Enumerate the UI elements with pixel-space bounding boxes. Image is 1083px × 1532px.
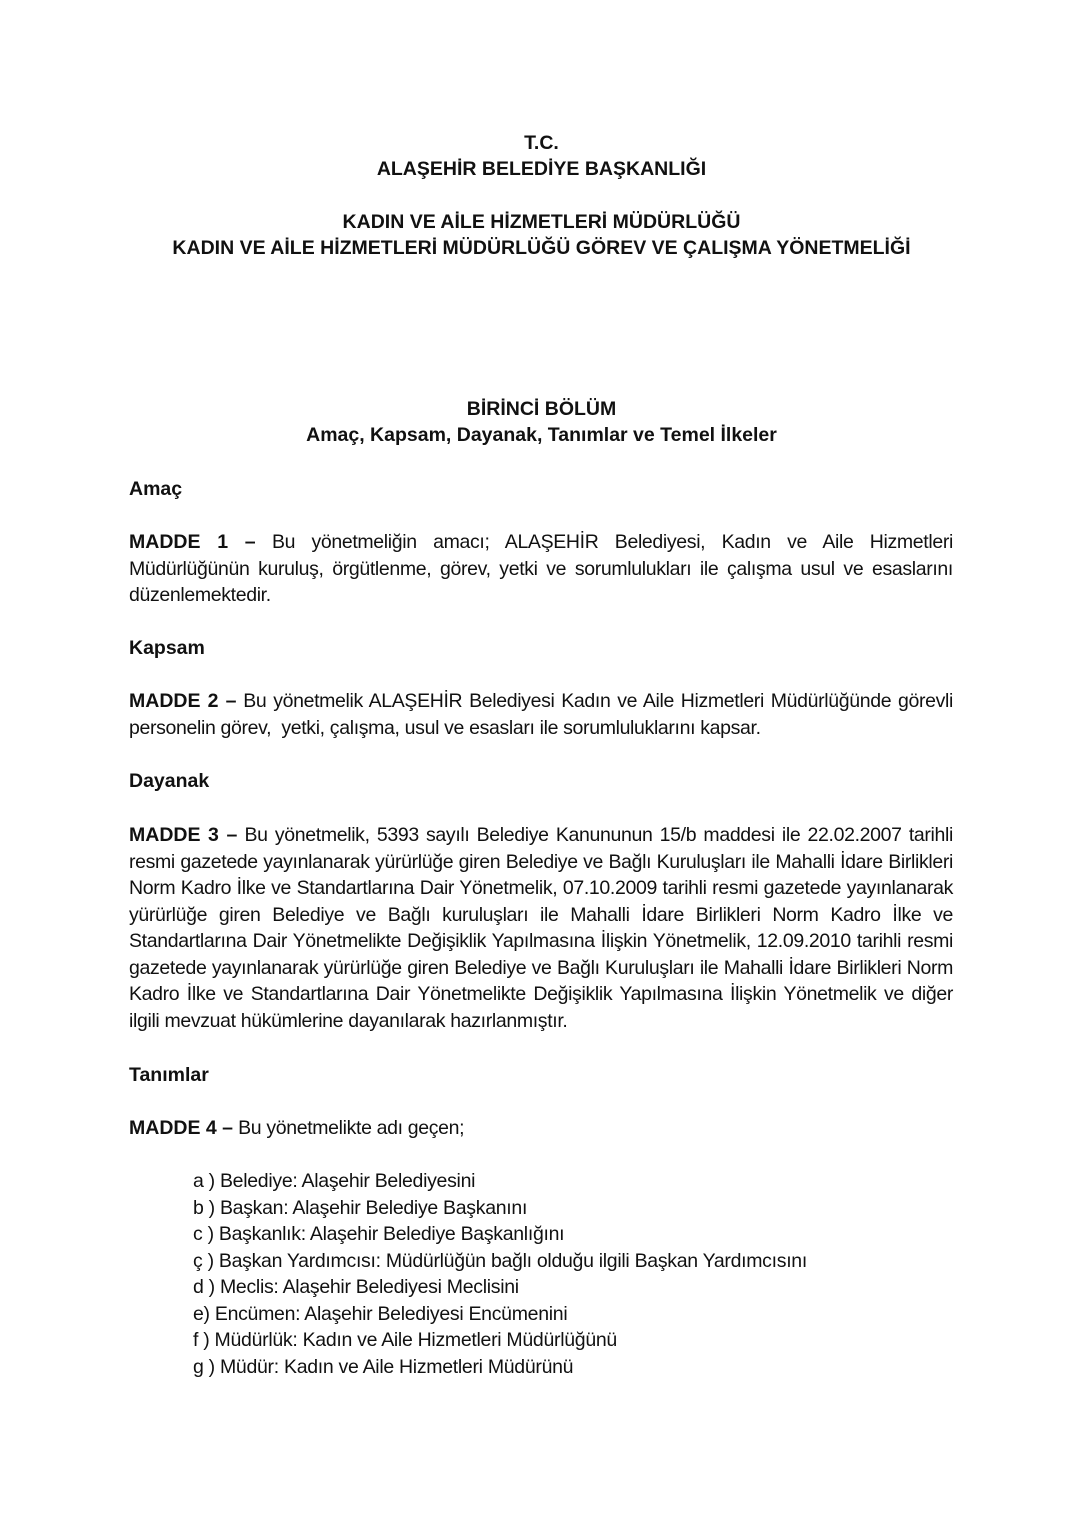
section-subtitle: Amaç, Kapsam, Dayanak, Tanımlar ve Temel İlkeler xyxy=(306,424,777,446)
header-directorate: KADIN VE AİLE HİZMETLERİ MÜDÜRLÜĞÜ xyxy=(342,211,741,233)
article-3 xyxy=(129,822,953,1034)
list-item: a ) Belediye: Alaşehir Belediyesini xyxy=(193,1170,476,1192)
article-1 xyxy=(129,529,953,609)
heading-dayanak: Dayanak xyxy=(129,770,210,792)
list-item: e) Encümen: Alaşehir Belediyesi Encümenini xyxy=(193,1302,568,1325)
section-title: BİRİNCİ BÖLÜM xyxy=(466,398,617,420)
list-item: d ) Meclis: Alaşehir Belediyesi Meclisini xyxy=(193,1276,519,1298)
article-2 xyxy=(129,688,959,741)
list-item: g ) Müdür: Kadın ve Aile Hizmetleri Müdürünü xyxy=(193,1355,574,1378)
header-tc: T.C. xyxy=(524,132,559,154)
article-4-label: MADDE 4 – xyxy=(129,1117,234,1139)
heading-amac: Amaç xyxy=(129,478,183,500)
heading-tanimlar: Tanımlar xyxy=(129,1064,209,1086)
definitions-list xyxy=(193,1168,973,1380)
list-item: c ) Başkanlık: Alaşehir Belediye Başkanlığını xyxy=(193,1223,565,1245)
heading-kapsam: Kapsam xyxy=(129,637,205,659)
article-2-text: Bu yönetmelik ALAŞEHİR Belediyesi Kadın ve Aile Hizmetleri Müdürlüğünde görevli personelin görev, yetki, çalışma, usul ve esasları ile sorumluluklarını kapsar. xyxy=(129,690,959,739)
header-municipality: ALAŞEHİR BELEDİYE BAŞKANLIĞI xyxy=(376,158,707,180)
article-2-label: MADDE 2 – xyxy=(129,690,237,712)
document-title: KADIN VE AİLE HİZMETLERİ MÜDÜRLÜĞÜ GÖREV VE ÇALIŞMA YÖNETMELİĞİ xyxy=(172,237,911,259)
article-4 xyxy=(129,1115,953,1142)
article-1-label: MADDE 1 – xyxy=(129,531,256,553)
list-item: ç ) Başkan Yardımcısı: Müdürlüğün bağlı olduğu ilgili Başkan Yardımcısını xyxy=(193,1249,807,1272)
article-4-text: Bu yönetmelikte adı geçen; xyxy=(238,1117,465,1139)
article-3-text: Bu yönetmelik, 5393 sayılı Belediye Kanununun 15/b maddesi ile 22.02.2007 tarihli resmi gazetede yayınlanarak yürürlüğe giren Belediye ve Bağlı Kuruluşları ile Mahalli İdare Birlikleri Norm Kadro İlke ve Standartlarına Dair Yönetmelik, 07.10.2009 tarihli resmi gazetede yayınlanarak yürürlüğe giren Belediye ve Bağlı kuruluşları ile Mahalli İdare Birlikleri Norm Kadro İlke ve Standartlarına Dair Yönetmelikte Değişiklik Yapılmasına İlişkin Yönetmelik, 12.09.2010 tarihli resmi gazetede yayınlanarak yürürlüğe giren Belediye ve Bağlı Kuruluşları ile Mahalli İdare Birlikleri Norm Kadro İlke ve Standartlarına Dair Yönetmelikte Değişiklik Yapılmasına İlişkin Yönetmelik ve diğer ilgili mevzuat hükümlerine dayanılarak hazırlanmıştır. xyxy=(129,824,953,1032)
article-1-text: Bu yönetmeliğin amacı; ALAŞEHİR Belediyesi, Kadın ve Aile Hizmetleri Müdürlüğünün kuruluş, örgütlenme, görev, yetki ve sorumlulukları ile çalışma usul ve esaslarını düzenlemektedir. xyxy=(129,531,953,606)
list-item: b ) Başkan: Alaşehir Belediye Başkanını xyxy=(193,1196,528,1219)
list-item: f ) Müdürlük: Kadın ve Aile Hizmetleri Müdürlüğünü xyxy=(193,1329,617,1351)
article-3-label: MADDE 3 – xyxy=(129,824,238,846)
